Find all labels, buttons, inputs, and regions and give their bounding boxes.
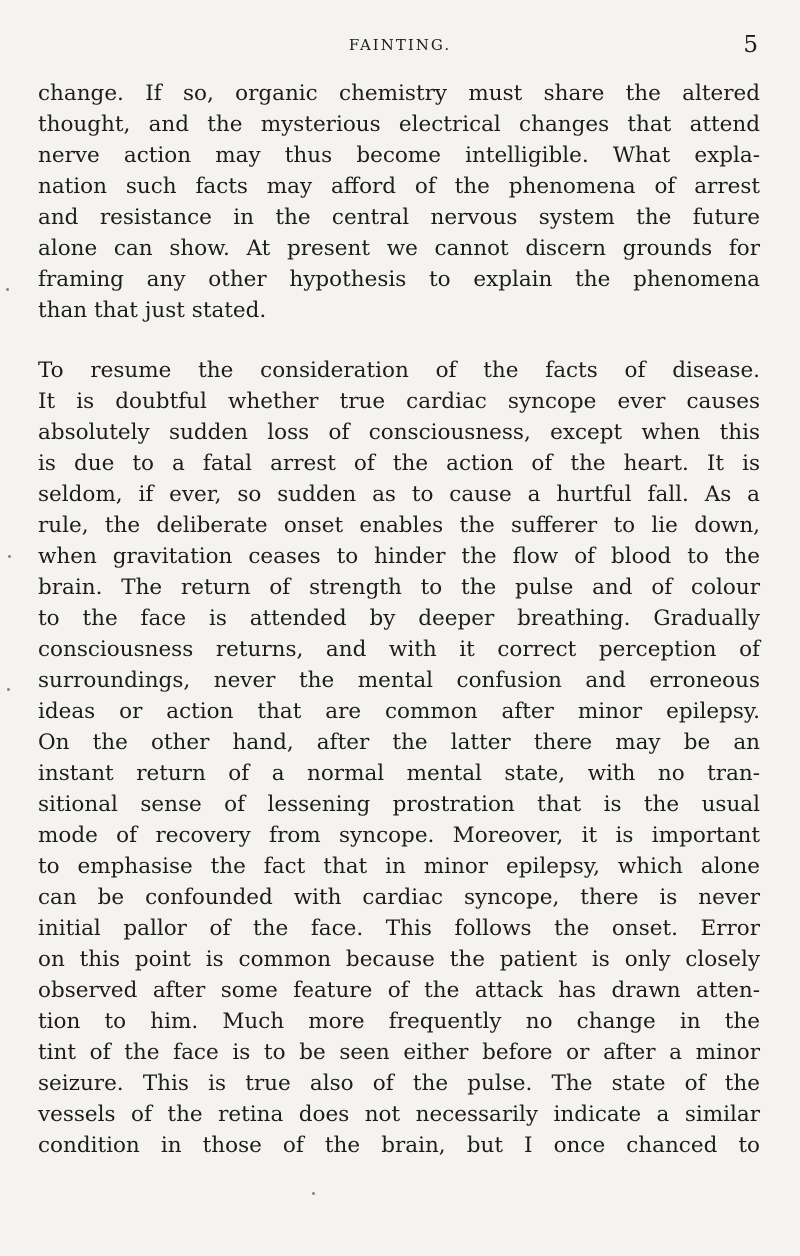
text-line: and resistance in the central nervous system the future	[38, 205, 760, 230]
text-line: can be confounded with cardiac syncope, there is never	[38, 885, 760, 910]
text-line: tint of the face is to be seen either before or after a minor	[38, 1040, 760, 1065]
paper-speck	[7, 688, 10, 691]
text-line: when gravitation ceases to hinder the flow of blood to the	[38, 544, 760, 569]
text-line: condition in those of the brain, but I once chanced to	[38, 1133, 760, 1158]
paragraph-1	[38, 78, 760, 326]
text-line: thought, and the mysterious electrical changes that attend	[38, 112, 760, 137]
text-line: seizure. This is true also of the pulse. The state of the	[38, 1071, 760, 1096]
text-line: to emphasise the fact that in minor epilepsy, which alone	[38, 854, 760, 879]
paragraph-2	[38, 355, 760, 1161]
text-line: To resume the consideration of the facts of disease.	[38, 358, 760, 383]
text-line: surroundings, never the mental confusion and erroneous	[38, 668, 760, 693]
paper-speck	[6, 288, 9, 291]
text-line: observed after some feature of the attack has drawn atten-	[38, 978, 760, 1003]
text-line: than that just stated.	[38, 298, 267, 323]
text-line: vessels of the retina does not necessarily indicate a similar	[38, 1102, 760, 1127]
text-line: sitional sense of lessening prostration that is the usual	[38, 792, 760, 817]
text-line: On the other hand, after the latter there may be an	[38, 730, 760, 755]
text-line: instant return of a normal mental state, with no tran-	[38, 761, 760, 786]
text-line: mode of recovery from syncope. Moreover, it is important	[38, 823, 760, 848]
text-line: on this point is common because the patient is only closely	[38, 947, 760, 972]
text-line: nation such facts may afford of the phenomena of arrest	[38, 174, 760, 199]
text-line: to the face is attended by deeper breathing. Gradually	[38, 606, 760, 631]
text-line: initial pallor of the face. This follows the onset. Error	[38, 916, 760, 941]
text-line: consciousness returns, and with it correct perception of	[38, 637, 760, 662]
page-number: 5	[743, 32, 758, 58]
text-line: It is doubtful whether true cardiac syncope ever causes	[38, 389, 760, 414]
text-line: absolutely sudden loss of consciousness, except when this	[38, 420, 760, 445]
paper-speck	[8, 555, 11, 558]
text-line: framing any other hypothesis to explain the phenomena	[38, 267, 760, 292]
text-line: tion to him. Much more frequently no change in the	[38, 1009, 760, 1034]
text-line: rule, the deliberate onset enables the sufferer to lie down,	[38, 513, 760, 538]
text-line: nerve action may thus become intelligible. What expla-	[38, 143, 760, 168]
paper-speck	[312, 1192, 315, 1195]
page-header	[0, 34, 800, 58]
text-line: alone can show. At present we cannot discern grounds for	[38, 236, 760, 261]
text-line: ideas or action that are common after minor epilepsy.	[38, 699, 760, 724]
text-line: brain. The return of strength to the pulse and of colour	[38, 575, 760, 600]
text-line: is due to a fatal arrest of the action of the heart. It is	[38, 451, 760, 476]
running-title: FAINTING.	[348, 36, 452, 54]
text-line: change. If so, organic chemistry must share the altered	[38, 81, 760, 106]
text-line: seldom, if ever, so sudden as to cause a hurtful fall. As a	[38, 482, 760, 507]
